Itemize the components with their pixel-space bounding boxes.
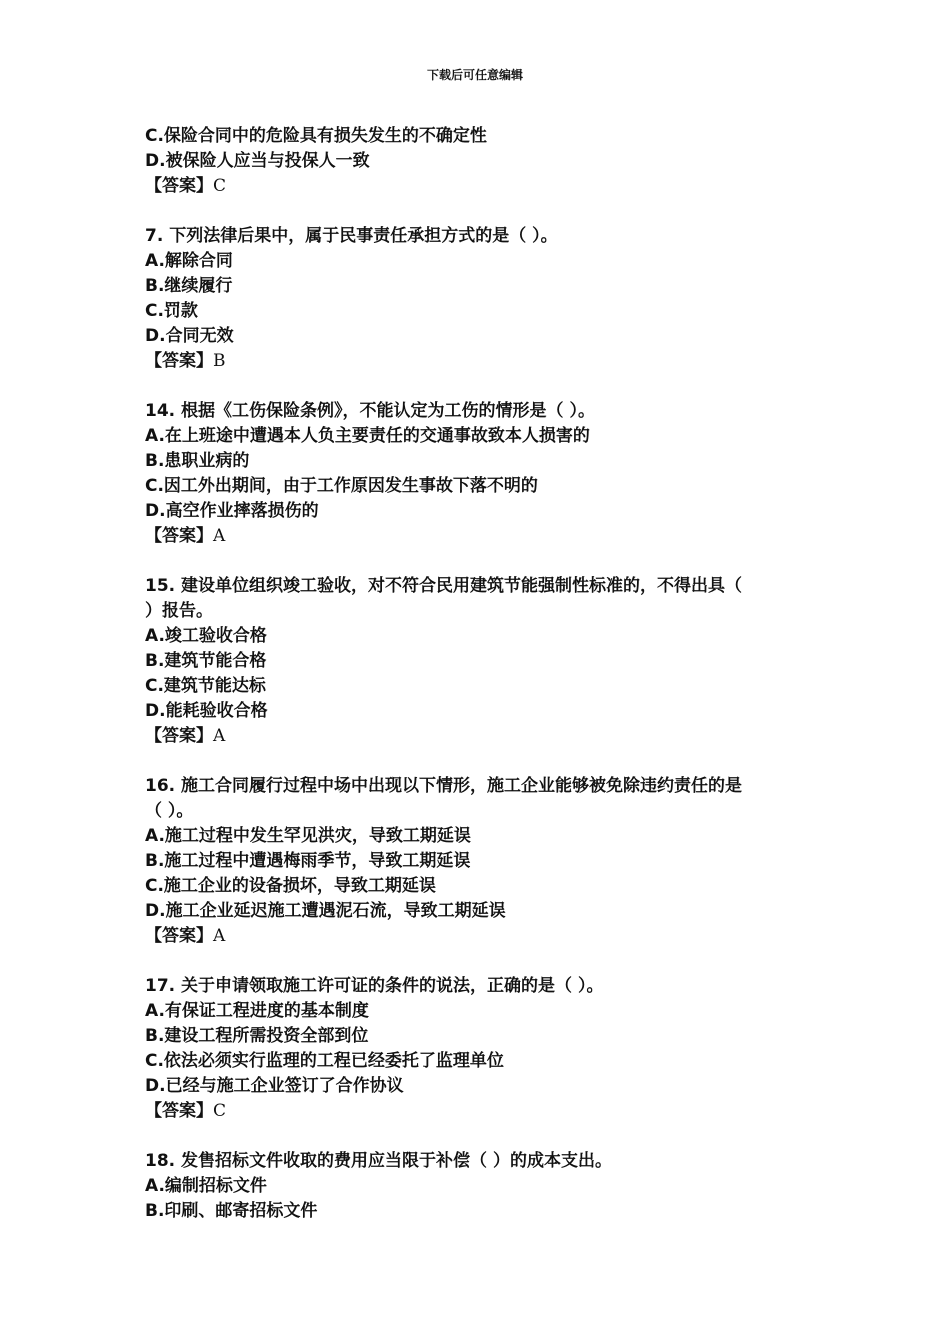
option: B.建设工程所需投资全部到位 bbox=[145, 1026, 369, 1046]
option: B.患职业病的 bbox=[145, 451, 250, 471]
option: D.能耗验收合格 bbox=[145, 701, 268, 721]
answer-value: A bbox=[213, 926, 226, 946]
question-text: 14. 根据《工伤保险条例》，不能认定为工伤的情形是（ ）。 bbox=[145, 401, 595, 421]
question-block bbox=[145, 574, 825, 749]
page-header: 下载后可任意编辑 bbox=[426, 68, 523, 82]
answer-line bbox=[145, 724, 825, 749]
question-text: 18. 发售招标文件收取的费用应当限于补偿（ ）的成本支出。 bbox=[145, 1151, 612, 1171]
option: B.继续履行 bbox=[145, 276, 233, 296]
option: D.施工企业延迟施工遭遇泥石流，导致工期延误 bbox=[145, 901, 506, 921]
answer-label: 【答案】 bbox=[145, 926, 213, 946]
answer-value: B bbox=[213, 351, 226, 371]
question-block bbox=[145, 1149, 825, 1224]
question-block bbox=[145, 774, 825, 949]
document-body bbox=[145, 124, 825, 1224]
option: A.竣工验收合格 bbox=[145, 626, 267, 646]
option: D.高空作业摔落损伤的 bbox=[145, 501, 319, 521]
answer-line bbox=[145, 524, 825, 549]
answer-line bbox=[145, 1099, 825, 1124]
answer-label: 【答案】 bbox=[145, 351, 213, 371]
question-text-line: 16. 施工合同履行过程中场中出现以下情形，施工企业能够被免除违约责任的是 bbox=[145, 776, 743, 796]
answer-label: 【答案】 bbox=[145, 726, 213, 746]
answer-line bbox=[145, 174, 825, 199]
option: A.解除合同 bbox=[145, 251, 233, 271]
option: C.建筑节能达标 bbox=[145, 676, 266, 696]
option: D.合同无效 bbox=[145, 326, 234, 346]
option: A.编制招标文件 bbox=[145, 1176, 267, 1196]
question-text-line: 15. 建设单位组织竣工验收，对不符合民用建筑节能强制性标准的，不得出具（ bbox=[145, 576, 743, 596]
answer-label: 【答案】 bbox=[145, 176, 213, 196]
option: A.施工过程中发生罕见洪灾，导致工期延误 bbox=[145, 826, 471, 846]
question-block bbox=[145, 224, 825, 374]
question-block bbox=[145, 974, 825, 1124]
answer-value: C bbox=[213, 176, 227, 196]
option: C.因工外出期间，由于工作原因发生事故下落不明的 bbox=[145, 476, 538, 496]
option: C.罚款 bbox=[145, 301, 198, 321]
option: C.施工企业的设备损坏，导致工期延误 bbox=[145, 876, 436, 896]
option: B.施工过程中遭遇梅雨季节，导致工期延误 bbox=[145, 851, 471, 871]
question-text: 17. 关于申请领取施工许可证的条件的说法，正确的是（ ）。 bbox=[145, 976, 604, 996]
answer-value: A bbox=[213, 526, 226, 546]
option: A.有保证工程进度的基本制度 bbox=[145, 1001, 369, 1021]
option: C.依法必须实行监理的工程已经委托了监理单位 bbox=[145, 1051, 504, 1071]
answer-line bbox=[145, 924, 825, 949]
question-text: 7. 下列法律后果中，属于民事责任承担方式的是（ ）。 bbox=[145, 226, 558, 246]
answer-label: 【答案】 bbox=[145, 1101, 213, 1121]
question-text-line: ）报告。 bbox=[145, 601, 213, 621]
option: D.被保险人应当与投保人一致 bbox=[145, 151, 370, 171]
answer-line bbox=[145, 349, 825, 374]
option: C.保险合同中的危险具有损失发生的不确定性 bbox=[145, 126, 487, 146]
question-text-line: （ ）。 bbox=[145, 801, 194, 821]
answer-label: 【答案】 bbox=[145, 526, 213, 546]
question-block bbox=[145, 124, 825, 199]
question-block bbox=[145, 399, 825, 549]
option: B.建筑节能合格 bbox=[145, 651, 267, 671]
option: B.印刷、邮寄招标文件 bbox=[145, 1201, 318, 1221]
answer-value: C bbox=[213, 1101, 227, 1121]
option: A.在上班途中遭遇本人负主要责任的交通事故致本人损害的 bbox=[145, 426, 590, 446]
option: D.已经与施工企业签订了合作协议 bbox=[145, 1076, 404, 1096]
answer-value: A bbox=[213, 726, 226, 746]
